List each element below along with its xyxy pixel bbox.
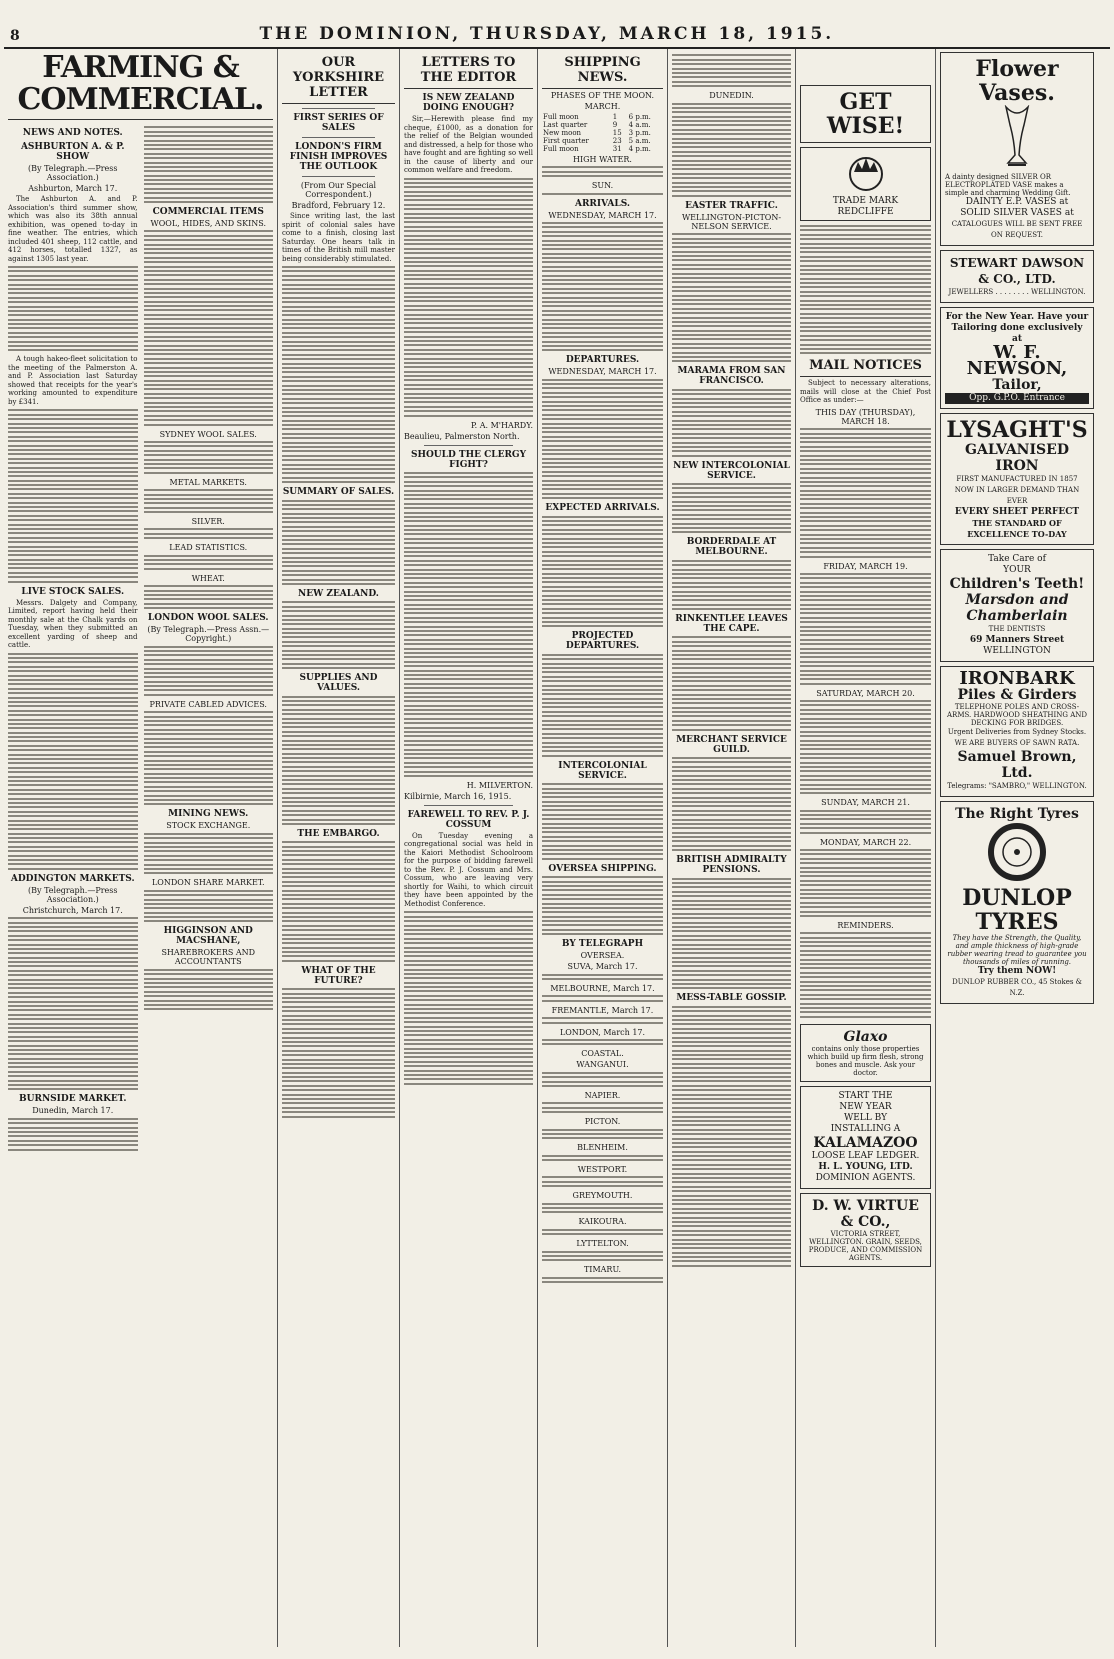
letter1-title: IS NEW ZEALAND DOING ENOUGH?: [422, 93, 515, 113]
lysaght-crown-ad: [800, 147, 931, 221]
text-block: [542, 166, 663, 177]
lysaght-standard: THE STANDARD OF EXCELLENCE TO-DAY: [967, 518, 1067, 539]
piles-girders: Piles & Girders: [957, 687, 1077, 703]
chamberlain: Chamberlain: [966, 608, 1068, 624]
kaikoura: KAIKOURA.: [578, 1217, 627, 1227]
letter1-sign: P. A. M'HARDY.: [470, 420, 533, 430]
stewart-name: STEWART DAWSON & CO., LTD.: [949, 256, 1085, 286]
text-block: [672, 1006, 791, 1267]
text-block: [672, 636, 791, 730]
right-tyres: The Right Tyres: [955, 806, 1079, 822]
higginson-sub: SHAREBROKERS AND ACCOUNTANTS: [161, 948, 256, 967]
wool-heading: WOOL, HIDES, AND SKINS.: [150, 219, 266, 229]
moon-phases: PHASES OF THE MOON.: [550, 91, 655, 100]
text-block: [144, 711, 274, 805]
table-row: First quarter 23 5 a.m.: [543, 137, 651, 145]
text-block: [404, 911, 533, 1084]
overseas2: OVERSEA.: [580, 951, 625, 961]
stewart-sub: JEWELLERS . . . . . . . . WELLINGTON.: [948, 288, 1086, 296]
children-teeth-ad: [940, 549, 1094, 662]
ferry-sub: WELLINGTON-PICTON-NELSON SERVICE.: [681, 212, 782, 231]
yorkshire-heading: OUR YORKSHIRE LETTER: [282, 55, 395, 104]
sun-heading: SUN.: [591, 181, 614, 191]
samuel-brown: Samuel Brown, Ltd.: [957, 749, 1077, 781]
mail-saturday: SATURDAY, MARCH 20.: [816, 688, 915, 698]
timaru: TIMARU.: [583, 1265, 622, 1275]
moon-month: MARCH.: [584, 102, 621, 111]
text-block: [144, 585, 274, 609]
dunlop-name: DUNLOP: [962, 885, 1072, 911]
london-wool-sub: (By Telegraph.—Press Assn.—Copyright.): [147, 625, 270, 644]
commercial-heading: COMMERCIAL ITEMS: [152, 207, 264, 218]
kalamazoo-ad: [800, 1086, 931, 1189]
text-block: [542, 1017, 663, 1023]
lysaght-larger: NOW IN LARGER DEMAND THAN EVER: [954, 486, 1080, 505]
new-intercolonial-heading: NEW INTERCOLONIAL SERVICE.: [673, 460, 790, 481]
young-sub: DOMINION AGENTS.: [815, 1172, 916, 1183]
farewell-para: On Tuesday evening a congregational social was held in the Kaiori Methodist Schoolroom for the purpose of bidding farewell to the Rev. P. J. Cossum and Mrs. Cossum, who are leaving very shortly for Waihi, to which circuit they have been appointed by the Methodist Conference.: [404, 831, 533, 908]
children-teeth: Children's Teeth!: [949, 576, 1085, 592]
getwise-ad-left: [800, 85, 931, 143]
text-block: [542, 654, 663, 757]
text-block: [144, 555, 274, 570]
text-block: [404, 178, 533, 417]
letters-section: [400, 49, 538, 1647]
yorkshire-from: (From Our Special Correspondent.): [300, 181, 377, 199]
private-heading: PRIVATE CABLED ADVICES.: [149, 699, 267, 709]
table-row: Last quarter 9 4 a.m.: [543, 121, 651, 129]
show-sub: (By Telegraph.—Press Association.): [28, 164, 118, 182]
news-heading: NEWS AND NOTES.: [22, 128, 123, 138]
text-block: [542, 1203, 663, 1214]
dunlop-rubber: DUNLOP RUBBER CO., 45 Stokes & N.Z.: [952, 978, 1082, 997]
departures-heading: DEPARTURES.: [565, 355, 640, 366]
text-block: [282, 696, 395, 825]
kinkentin-heading: RINKENTLEE LEAVES THE CAPE.: [675, 614, 788, 635]
mail-this-day: THIS DAY (THURSDAY), MARCH 18.: [815, 407, 916, 426]
table-row: New moon 15 3 p.m.: [543, 129, 651, 137]
mail-monday: MONDAY, MARCH 22.: [819, 837, 912, 847]
high-water-heading: HIGH WATER.: [573, 155, 632, 164]
kalamazoo-installing: INSTALLING A: [830, 1123, 901, 1134]
glaxo-sub: contains only those properties which build up firm flesh, strong bones and muscle. Ask your doctor.: [807, 1044, 924, 1077]
embargo-heading: THE EMBARGO.: [297, 828, 380, 839]
letter2-title: SHOULD THE CLERGY FIGHT?: [410, 449, 527, 470]
text-block: [672, 103, 791, 197]
urgent-deliveries: Urgent Deliveries from Sydney Stocks.: [947, 728, 1087, 736]
sydney-heading: SYDNEY WOOL SALES.: [159, 429, 257, 439]
ironbark-sub: TELEPHONE POLES AND CROSS-ARMS. HARDWOOD SHEATHING AND DECKING FOR BRIDGES.: [947, 703, 1087, 727]
farewell-heading: FAREWELL TO REV. P. J. COSSUM: [407, 809, 530, 830]
kalamazoo-year: NEW YEAR: [839, 1101, 892, 1112]
text-block: [672, 878, 791, 990]
glaxo-logo: Glaxo: [843, 1028, 888, 1045]
admiralty-heading: BRITISH ADMIRALTY PENSIONS.: [676, 855, 787, 876]
virtue-name: D. W. VIRTUE & CO.,: [812, 1197, 919, 1230]
vase-icon: [1000, 105, 1034, 169]
text-block: [282, 988, 395, 1117]
text-block: [800, 932, 931, 1017]
mail-sunday: SUNDAY, MARCH 21.: [821, 798, 910, 808]
text-block: [672, 483, 791, 533]
ironbark-title: IRONBARK: [959, 668, 1075, 689]
flower-price1: DAINTY E.P. VASES at: [965, 197, 1069, 207]
letter1-para: Sir,—Herewith please find my cheque, £1000, as a donation for the relief of the Belgian wounded and distressed, a help for those who have fought and are fighting so well in the cause of liberty and our common welfare and freedom.: [404, 115, 533, 174]
departures-date: WEDNESDAY, MARCH 17.: [548, 367, 657, 377]
live-stock-heading: LIVE STOCK SALES.: [21, 586, 125, 597]
farming-heading: FARMING & COMMERCIAL.: [8, 52, 273, 120]
shipping-heading: SHIPPING NEWS.: [542, 55, 663, 89]
text-block: [542, 995, 663, 1001]
flower-catalogue: CATALOGUES WILL BE SENT FREE ON REQUEST.: [951, 220, 1083, 239]
text-block: [542, 1155, 663, 1161]
future-heading: WHAT OF THE FUTURE?: [301, 965, 376, 986]
yorkshire-section: [278, 49, 400, 1647]
text-block: [672, 233, 791, 362]
flower-body: A dainty designed SILVER OR ELECTROPLATED VASE makes a simple and charming Wedding Gift.: [945, 173, 1071, 197]
farming-section: [4, 49, 278, 1647]
text-block: [542, 1039, 663, 1045]
text-block: [800, 573, 931, 685]
text-block: [542, 1277, 663, 1283]
columns: [4, 49, 1110, 1647]
lysaght-ring-label: REDCLIFFE: [837, 207, 894, 217]
text-block: [144, 126, 274, 203]
ferry-heading: EASTER TRAFFIC.: [685, 200, 778, 211]
mail-heading: MAIL NOTICES: [800, 358, 931, 377]
blenheim: BLENHEIM.: [577, 1143, 628, 1153]
manners-street: 69 Manners Street: [969, 635, 1065, 645]
letter2-sign: H. MILVERTON.: [466, 780, 533, 790]
notes-para: A tough hakeo-fleet solicitation to the meeting of the Palmerston A. and P. Association last Saturday showed that receipts for the year's working amounted to expenditure by £341.: [8, 355, 138, 406]
dunlop-sub: They have the Strength, the Quality, and ample thickness of high-grade rubber wearing tread to guarantee you thousands of miles of running.: [947, 934, 1087, 966]
addington-heading: ADDINGTON MARKETS.: [10, 873, 135, 884]
newson-name: W. F. NEWSON,: [966, 342, 1068, 379]
burnside-heading: BURNSIDE MARKET.: [19, 1094, 127, 1105]
wanganui: WANGANUI.: [576, 1060, 629, 1070]
text-block: [800, 428, 931, 557]
lysaght-title: LYSAGHT'S: [946, 417, 1088, 443]
coastal: COASTAL.: [581, 1049, 624, 1059]
glaxo-ad: [800, 1024, 931, 1082]
melbourne: MELBOURNE, March 17.: [550, 984, 655, 994]
text-block: [542, 193, 663, 195]
addington-dateline: Christchurch, March 17.: [22, 905, 123, 915]
text-block: [542, 1229, 663, 1235]
summary-heading: SUMMARY OF SALES.: [282, 487, 395, 498]
newson-ad: [940, 307, 1094, 409]
supplies-heading: SUPPLIES AND VALUES.: [299, 673, 378, 694]
london-share-heading: LONDON SHARE MARKET.: [151, 878, 265, 888]
text-block: [542, 974, 663, 980]
tyre-icon: [987, 822, 1047, 882]
lysaght-perfect: EVERY SHEET PERFECT: [954, 507, 1080, 517]
wellington-label: WELLINGTON: [983, 646, 1051, 656]
metal-heading: METAL MARKETS.: [169, 477, 247, 487]
yorkshire-subhead: LONDON'S FIRM FINISH IMPROVES THE OUTLOOK: [289, 142, 388, 172]
dentists: THE DENTISTS: [988, 625, 1046, 633]
virtue-ad: [800, 1193, 931, 1267]
text-block: [542, 1102, 663, 1113]
text-block: [672, 560, 791, 610]
text-block: [282, 266, 395, 483]
text-block: [144, 230, 274, 425]
page-number: 8: [10, 28, 20, 44]
text-block: [8, 917, 138, 1090]
text-block: [542, 1251, 663, 1262]
getwise: GET WISE!: [826, 89, 905, 139]
kalamazoo-start: START THE: [838, 1090, 893, 1101]
farming-split: [8, 124, 273, 1155]
text-block: [800, 849, 931, 917]
greymouth: GREYMOUTH.: [572, 1191, 633, 1201]
text-block: [542, 1129, 663, 1140]
mail-intro: Subject to necessary alterations, mails will close at the Chief Post Office as under:—: [800, 379, 931, 405]
expected-heading: EXPECTED ARRIVALS.: [545, 503, 660, 514]
text-block: [144, 528, 274, 539]
london: LONDON, March 17.: [559, 1027, 646, 1037]
lysaght-galvanised: GALVANISED: [965, 442, 1069, 458]
text-block: [542, 1072, 663, 1087]
text-block: [542, 1176, 663, 1187]
text-block: [672, 757, 791, 851]
silver-heading: SILVER.: [191, 517, 225, 527]
kalamazoo-title: KALAMAZOO: [813, 1134, 918, 1151]
text-block: [144, 890, 274, 923]
nz-heading: NEW ZEALAND.: [298, 588, 379, 599]
text-block: [282, 500, 395, 585]
children-your: YOUR: [1003, 565, 1031, 575]
text-block: [8, 266, 138, 351]
text-block: [144, 646, 274, 696]
masthead: [4, 4, 1110, 49]
ironbark-ad: [940, 666, 1094, 797]
text-block: [144, 441, 274, 474]
intercolonial-heading: INTERCOLONIAL SERVICE.: [558, 760, 647, 781]
masthead-title: THE DOMINION, THURSDAY, MARCH 18, 1915.: [259, 24, 835, 44]
crown-icon: [839, 152, 893, 192]
text-block: [672, 54, 791, 87]
exchange-heading: STOCK EXCHANGE.: [166, 821, 251, 831]
higginson-heading: HIGGINSON AND MACSHANE,: [163, 926, 253, 947]
newspaper-page: [4, 4, 1110, 1651]
marsdon: Marsdon and: [965, 592, 1069, 608]
try-them: Try them NOW!: [977, 966, 1057, 976]
text-block: [800, 700, 931, 794]
tailor: Tailor,: [992, 377, 1042, 393]
young-name: H. L. YOUNG, LTD.: [818, 1161, 913, 1172]
text-block: [542, 222, 663, 351]
arrivals-heading: ARRIVALS.: [574, 198, 631, 209]
table-row: Full moon 1 6 p.m.: [543, 113, 651, 121]
text-block: [144, 489, 274, 513]
overseas-heading: OVERSEA SHIPPING.: [548, 863, 657, 874]
text-block: [542, 516, 663, 628]
shipping-continued: [668, 49, 796, 1647]
picton: PICTON.: [584, 1117, 621, 1127]
text-block: [404, 472, 533, 777]
moon-table: [542, 113, 663, 153]
buyers-rata: WE ARE BUYERS OF SAWN RATA.: [954, 739, 1080, 747]
borderdale-heading: BORDERDALE AT MELBOURNE.: [686, 537, 777, 558]
text-block: [542, 783, 663, 860]
tailor-sub: Opp. G.P.O. Entrance: [945, 393, 1089, 404]
burnside-dateline: Dunedin, March 17.: [32, 1106, 114, 1116]
text-block: [542, 876, 663, 935]
lysaght-ad: [940, 413, 1094, 545]
napier: NAPIER.: [584, 1090, 621, 1100]
lead-heading: LEAD STATISTICS.: [169, 543, 248, 553]
stewart-dawson-ad: [940, 250, 1094, 303]
fremantle: FREMANTLE, March 17.: [551, 1005, 654, 1015]
text-block: [672, 389, 791, 457]
dunedin: DUNEDIN.: [709, 91, 754, 101]
text-block: [800, 810, 931, 834]
lysaght-crown-label: TRADE MARK: [832, 196, 899, 206]
children-take: Take Care of: [988, 554, 1046, 564]
show-title: ASHBURTON A. & P. SHOW: [20, 142, 125, 162]
yorkshire-dateline: Bradford, February 12.: [291, 201, 386, 210]
letter2-place: Kilbirnie, March 16, 1915.: [404, 791, 512, 801]
text-block: [282, 601, 395, 669]
dunlop-tyres: TYRES: [975, 909, 1059, 935]
column-seven: [936, 49, 1098, 1647]
kalamazoo-loose: LOOSE LEAF LEDGER.: [811, 1150, 920, 1161]
text-block: [8, 409, 138, 582]
farming-left: [8, 124, 138, 1155]
text-block: [800, 225, 931, 354]
column-six: [796, 49, 936, 1647]
mail-reminders: REMINDERS.: [837, 920, 894, 930]
text-block: [8, 1118, 138, 1151]
telegraph-heading: BY TELEGRAPH: [561, 939, 644, 950]
suva: SUVA, March 17.: [567, 962, 638, 972]
mining-heading: MINING NEWS.: [168, 809, 249, 820]
farming-right: [144, 124, 274, 1155]
mess-table-heading: MESS-TABLE GOSSIP.: [676, 993, 787, 1004]
samuel-telegram: Telegrams: "SAMBRO," WELLINGTON.: [947, 782, 1087, 790]
lysaght-first: FIRST MANUFACTURED IN 1857: [956, 475, 1078, 483]
show-para: The Ashburton A. and P. Association's third summer show, which was also its 38th annual exhibition, was opened to-day in fine weather. The entries, which included 401 sheep, 112 cattle, and 412 horses, totalled 1327, as against 1305 last year.: [8, 195, 138, 263]
shipping-section: [538, 49, 668, 1647]
wheat-heading: WHEAT.: [191, 573, 225, 583]
virtue-sub: VICTORIA STREET, WELLINGTON. GRAIN, SEEDS, PRODUCE, AND COMMISSION AGENTS.: [808, 1229, 923, 1262]
text-block: [542, 379, 663, 500]
show-dateline: Ashburton, March 17.: [28, 184, 118, 193]
marama-heading: MARAMA FROM SAN FRANCISCO.: [677, 366, 786, 387]
letters-heading: LETTERS TO THE EDITOR: [404, 55, 533, 89]
text-block: [144, 833, 274, 875]
flower-price2: SOLID SILVER VASES at: [960, 208, 1074, 218]
getwise-side: For the New Year. Have your Tailoring done exclusively at: [945, 312, 1089, 344]
flower-title: Flower Vases.: [975, 56, 1059, 106]
mail-friday: FRIDAY, MARCH 19.: [823, 561, 908, 571]
lyttelton: LYTTELTON.: [576, 1239, 629, 1249]
lysaght-iron: IRON: [995, 458, 1039, 474]
flower-vases-ad: [940, 52, 1094, 246]
yorkshire-series: FIRST SERIES OF SALES: [293, 113, 384, 133]
kalamazoo-well: WELL BY: [843, 1112, 888, 1123]
yorkshire-para: Since writing last, the last spirit of colonial sales have come to a finish, closing last Saturday. One hears talk in times of the British mill master being considerably stimulated.: [282, 212, 395, 263]
table-row: Full moon 31 4 p.m.: [543, 145, 651, 153]
text-block: [144, 969, 274, 1011]
text-block: [282, 841, 395, 962]
london-wool-heading: LONDON WOOL SALES.: [147, 613, 269, 624]
arrivals-date: WEDNESDAY, MARCH 17.: [548, 210, 657, 220]
live-stock-para: Messrs. Dalgety and Company, Limited, report having held their monthly sale at the Chalk yards on Tuesday, when they submitted an excellent yarding of sheep and cattle.: [8, 598, 138, 650]
addington-sub: (By Telegraph.—Press Association.): [28, 885, 118, 904]
dunlop-ad: [940, 801, 1094, 1004]
merchant-heading: MERCHANT SERVICE GUILD.: [676, 734, 787, 755]
letter1-place: Beaulieu, Palmerston North.: [404, 431, 520, 441]
text-block: [8, 653, 138, 870]
projected-heading: PROJECTED DEPARTURES.: [565, 631, 640, 652]
westport: WESTPORT.: [577, 1165, 628, 1175]
